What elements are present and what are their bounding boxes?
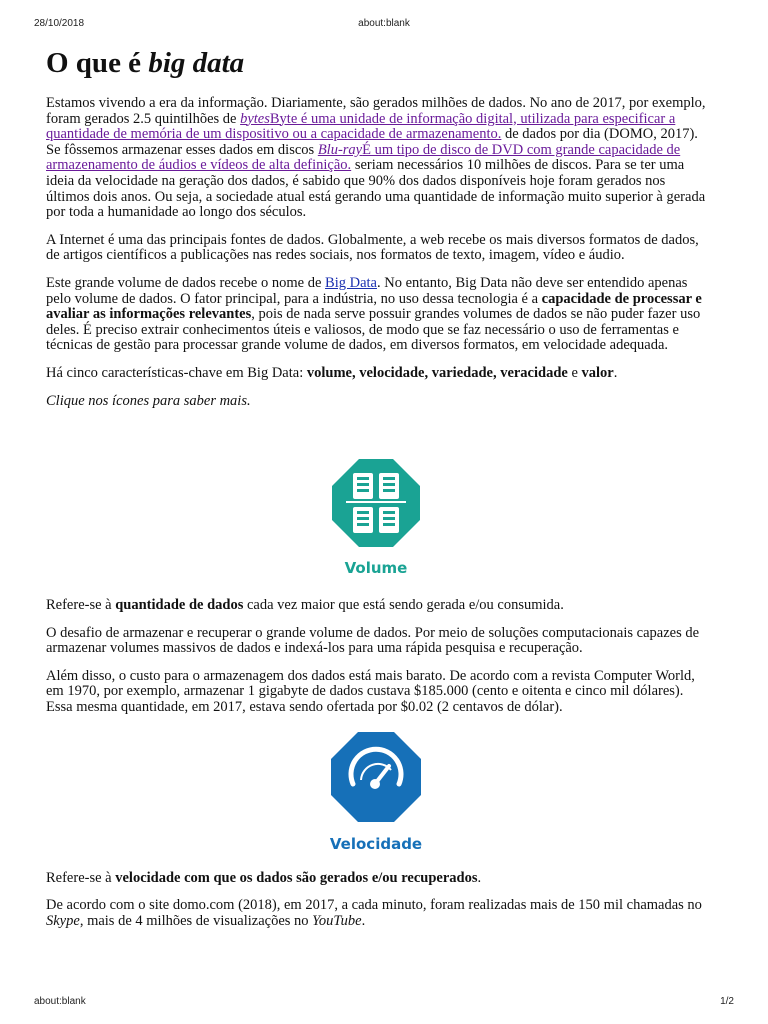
instruction-text: Clique nos ícones para saber mais. <box>46 392 251 409</box>
volume-challenge-paragraph: O desafio de armazenar e recuperar o grande volume de dados. Por meio de soluções computacionais capazes de armazenar volumes massivos de dados e indexá-los para uma rápida pesquisa e recuperação. <box>46 624 700 657</box>
intro-paragraph: Estamos vivendo a era da informação. Diariamente, são gerados milhões de dados. No ano de 2017, por exemplo, foram gerados 2.5 quintilhões de bytesByte é uma unidade de informação digital, utilizada para especificar a quantidade de memória de um dispositivo ou a capacidade de armazenamento. de dados por dia (DOMO, 2017). Se fôssemos armazenar esses dados em discos Blu-rayÉ um tipo de disco de DVD com grande capacidade de armazenamento de áudios e vídeos de alta definição. seriam necessários 10 milhões de discos. Para se ter uma ideia da velocidade na geração dos dados, é sabido que 90% dos dados disponíveis hoje foram gerados nos últimos dois anos. Ou seja, a sociedade atual está gerando uma quantidade de informação muito superior à gerada por toda a humanidade ao longo dos séculos. <box>46 95 706 221</box>
print-url: about:blank <box>34 996 86 1007</box>
internet-paragraph: A Internet é uma das principais fontes de dados. Globalmente, a web recebe os mais diversos formatos de dados, de artigos científicos a publicações nas redes sociais, nos formatos de texto, imagem, vídeo e áudio. <box>46 231 699 264</box>
volume-icon-button[interactable] <box>306 459 446 584</box>
glossary-link-bytes[interactable]: bytesByte é uma unidade de informação digital, utilizada para especificar a quantidade de memória de um dispositivo ou a capacidade de armazenamento. <box>46 110 676 143</box>
print-page-number: 1/2 <box>720 996 734 1007</box>
print-page-title: about:blank <box>358 18 410 29</box>
volume-definition: Refere-se à quantidade de dados cada vez maior que está sendo gerada e/ou consumida. <box>46 597 564 614</box>
octagon-blue-shape <box>331 732 421 822</box>
page-title: O que é big data <box>46 47 245 79</box>
velocidade-example-paragraph: De acordo com o site domo.com (2018), em 2017, a cada minuto, foram realizadas mais de 150 mil chamadas no Skype, mais de 4 milhões de visualizações no YouTube. <box>46 897 702 929</box>
glossary-link-bluray[interactable]: Blu-rayÉ um tipo de disco de DVD com grande capacidade de armazenamento de áudios e vídeos de alta definição. <box>46 141 681 174</box>
big-data-paragraph: Este grande volume de dados recebe o nome de Big Data. No entanto, Big Data não deve ser entendido apenas pelo volume de dados. O fator principal, para a indústria, no uso dessa tecnologia é a capacidade de processar e avaliar as informações relevantes, pois de nada serve possuir grandes volumes de dados se não puder fazer uso deles. É preciso extrair conhecimentos úteis e valiosos, de modo que se faz necessário o uso de ferramentas e técnicas de gestão para processar grande volume de dados, em diversos formatos, em velocidade adequada. <box>46 274 702 354</box>
big-data-link[interactable]: Big Data <box>325 274 377 291</box>
volume-cost-paragraph: Além disso, o custo para o armazenagem dos dados está mais barato. De acordo com a revista Computer World, em 1970, por exemplo, armazenar 1 gigabyte de dados custava $185.000 (cento e oitenta e cinco mil dólares). Essa mesma quantidade, em 2017, estava sendo ofertada por $0.02 (2 centavos de dólar). <box>46 667 695 716</box>
velocidade-icon-button[interactable] <box>306 732 446 857</box>
velocidade-icon-label: Velocidade <box>329 834 423 853</box>
print-date: 28/10/2018 <box>34 18 85 29</box>
article <box>46 40 706 941</box>
volume-icon-label: Volume <box>344 559 408 578</box>
characteristics-paragraph: Há cinco características-chave em Big Data: volume, velocidade, variedade, veracidade e valor. <box>46 364 618 381</box>
velocidade-definition: Refere-se à velocidade com que os dados são gerados e/ou recuperados. <box>46 869 482 886</box>
